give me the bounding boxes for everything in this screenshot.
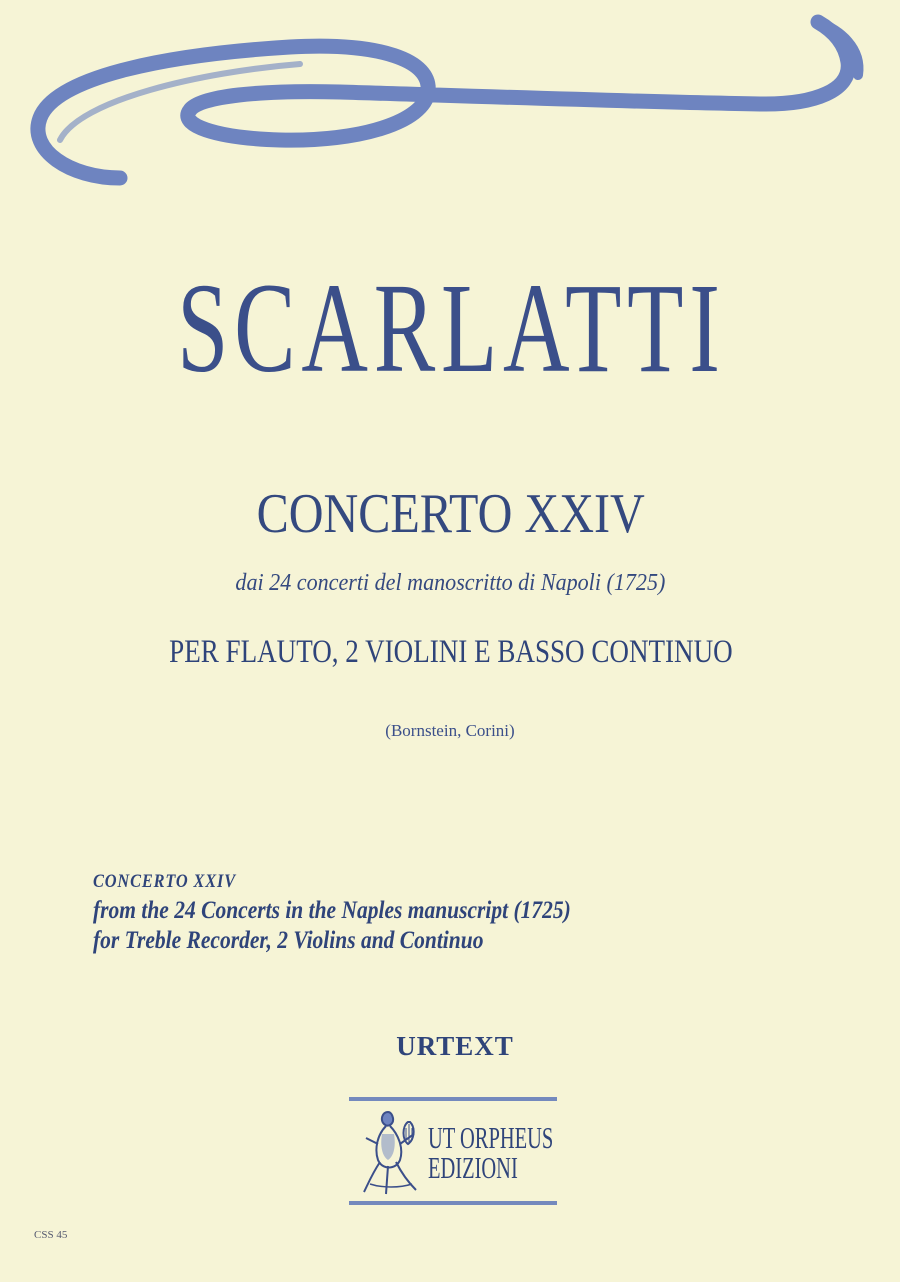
english-title: CONCERTO XXIV (93, 871, 237, 892)
publisher-line1: UT ORPHEUS (428, 1120, 554, 1155)
publisher-name (428, 1120, 554, 1185)
catalog-number: CSS 45 (34, 1229, 68, 1241)
composer-name: SCARLATTI (177, 257, 726, 399)
decorative-flourish-icon (0, 0, 900, 200)
english-subtitle: from the 24 Concerts in the Naples manuscript (1725) (93, 897, 571, 924)
orpheus-lyre-figure-icon (360, 1104, 424, 1198)
instrumentation-italian: PER FLAUTO, 2 VIOLINI E BASSO CONTINUO (169, 634, 733, 670)
subtitle-italian: dai 24 concerti del manoscritto di Napoli (1725) (235, 570, 666, 596)
english-description (93, 868, 649, 956)
work-title: CONCERTO XXIV (256, 483, 645, 545)
publisher-line2: EDIZIONI (428, 1150, 518, 1185)
logo-rule-bottom (349, 1201, 557, 1205)
edition-type: URTEXT (396, 1031, 514, 1061)
logo-rule-top (349, 1097, 557, 1101)
english-instrumentation: for Treble Recorder, 2 Violins and Continuo (93, 927, 484, 954)
editors: (Bornstein, Corini) (385, 721, 515, 740)
